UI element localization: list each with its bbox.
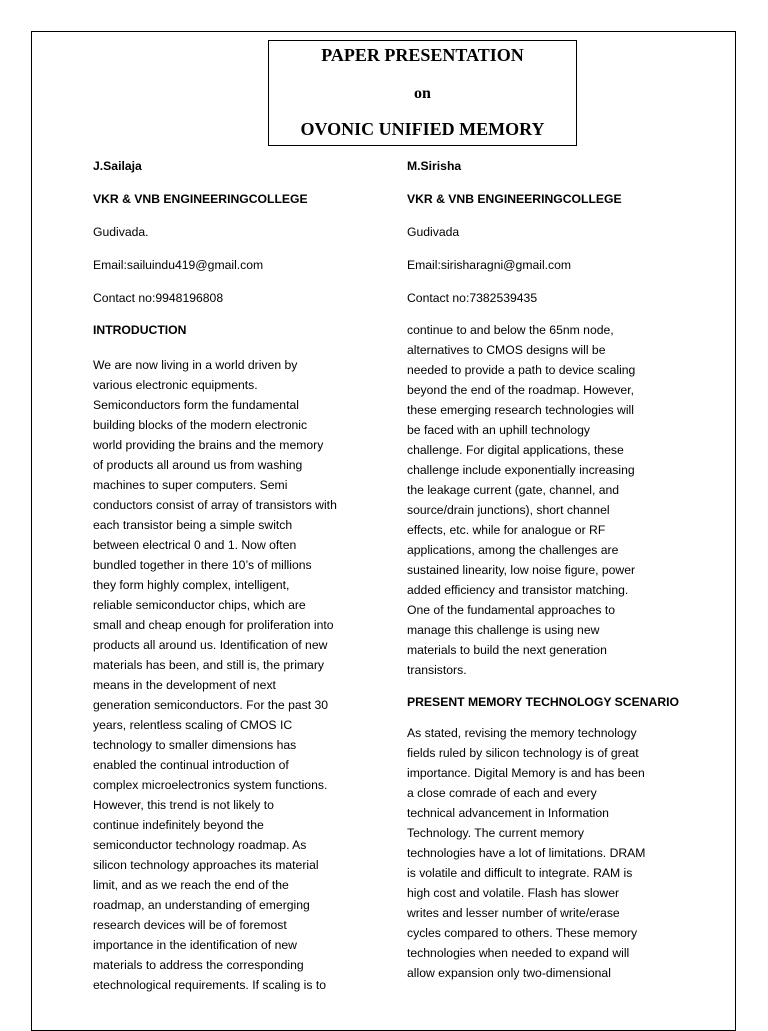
text-line: technologies have a lot of limitations. DRAM: [407, 846, 646, 860]
author-email: Email:sailuindu419@gmail.com: [93, 258, 264, 272]
text-line: bundled together in there 10’s of millions: [93, 558, 312, 572]
text-line: One of the fundamental approaches to: [407, 603, 616, 617]
text-line: conductors consist of array of transistors with: [93, 498, 337, 512]
text-line: allow expansion only two-dimensional: [407, 966, 611, 980]
text-line: However, this trend is not likely to: [93, 798, 274, 812]
text-line: products all around us. Identification of new: [93, 638, 328, 652]
text-line: complex microelectronics system functions.: [93, 778, 328, 792]
title-line-2: on: [414, 85, 431, 102]
text-line: challenge include exponentially increasing: [407, 463, 635, 477]
text-line: years, relentless scaling of CMOS IC: [93, 718, 293, 732]
text-line: needed to provide a path to device scaling: [407, 363, 636, 377]
text-line: alternatives to CMOS designs will be: [407, 343, 606, 357]
text-line: roadmap, an understanding of emerging: [93, 898, 310, 912]
text-line: sustained linearity, low noise figure, power: [407, 563, 636, 577]
introduction-body: [93, 355, 337, 995]
author-name: J.Sailaja: [93, 159, 142, 173]
author-college: VKR & VNB ENGINEERINGCOLLEGE: [407, 192, 622, 206]
text-line: importance in the identification of new: [93, 938, 297, 952]
text-line: enabled the continual introduction of: [93, 758, 289, 772]
text-line: world providing the brains and the memory: [93, 438, 324, 452]
text-line: high cost and volatile. Flash has slower: [407, 886, 620, 900]
text-line: etechnological requirements. If scaling is to: [93, 978, 327, 992]
text-line: fields ruled by silicon technology is of great: [407, 746, 639, 760]
text-line: materials to build the next generation: [407, 643, 607, 657]
text-line: As stated, revising the memory technology: [407, 726, 637, 740]
text-line: the leakage current (gate, channel, and: [407, 483, 620, 497]
text-line: effects, etc. while for analogue or RF: [407, 523, 606, 537]
text-line: small and cheap enough for proliferation into: [93, 618, 334, 632]
text-line: of products all around us from washing: [93, 458, 303, 472]
text-line: semiconductor technology roadmap. As: [93, 838, 307, 852]
continuation-body: [407, 320, 704, 680]
text-line: challenge. For digital applications, these: [407, 443, 624, 457]
author-contact: Contact no:9948196808: [93, 291, 224, 305]
text-line: We are now living in a world driven by: [93, 358, 298, 372]
text-line: continue indefinitely beyond the: [93, 818, 264, 832]
section-heading: INTRODUCTION: [93, 323, 187, 337]
text-line: manage this challenge is using new: [407, 623, 600, 637]
memory-scenario-section: [407, 695, 704, 980]
text-line: technology to smaller dimensions has: [93, 738, 297, 752]
paper-title: OVONIC UNIFIED MEMORY: [300, 119, 545, 139]
text-line: various electronic equipments.: [93, 378, 258, 392]
text-line: means in the development of next: [93, 678, 276, 692]
memory-scenario-body: [407, 723, 645, 983]
text-line: limit, and as we reach the end of the: [93, 878, 289, 892]
text-line: materials to address the corresponding: [93, 958, 304, 972]
text-line: they form highly complex, intelligent,: [93, 578, 290, 592]
author-place: Gudivada: [407, 225, 460, 239]
section-heading: PRESENT MEMORY TECHNOLOGY SCENARIO: [407, 695, 679, 709]
text-line: Semiconductors form the fundamental: [93, 398, 299, 412]
text-line: technologies when needed to expand will: [407, 946, 630, 960]
introduction-section: [93, 323, 363, 992]
text-line: machines to super computers. Semi: [93, 478, 288, 492]
author-email: Email:sirisharagni@gmail.com: [407, 258, 572, 272]
text-line: technical advancement in Information: [407, 806, 609, 820]
title-box: [268, 40, 577, 146]
text-line: cycles compared to others. These memory: [407, 926, 638, 940]
text-line: be faced with an uphill technology: [407, 423, 590, 437]
text-line: materials has been, and still is, the primary: [93, 658, 324, 672]
text-line: added efficiency and transistor matching.: [407, 583, 629, 597]
text-line: source/drain junctions), short channel: [407, 503, 610, 517]
text-line: building blocks of the modern electronic: [93, 418, 308, 432]
text-line: beyond the end of the roadmap. However,: [407, 383, 634, 397]
title-line-1: PAPER PRESENTATION: [321, 45, 524, 65]
text-line: between electrical 0 and 1. Now often: [93, 538, 297, 552]
text-line: transistors.: [407, 663, 467, 677]
text-line: generation semiconductors. For the past 30: [93, 698, 329, 712]
text-line: writes and lesser number of write/erase: [407, 906, 620, 920]
text-line: reliable semiconductor chips, which are: [93, 598, 306, 612]
text-line: a close comrade of each and every: [407, 786, 597, 800]
author-contact: Contact no:7382539435: [407, 291, 538, 305]
text-line: Technology. The current memory: [407, 826, 585, 840]
text-line: these emerging research technologies will: [407, 403, 634, 417]
text-line: continue to and below the 65nm node,: [407, 323, 614, 337]
text-line: applications, among the challenges are: [407, 543, 619, 557]
author-name: M.Sirisha: [407, 159, 462, 173]
author-college: VKR & VNB ENGINEERINGCOLLEGE: [93, 192, 308, 206]
author-place: Gudivada.: [93, 225, 149, 239]
text-line: silicon technology approaches its material: [93, 858, 319, 872]
text-line: is volatile and difficult to integrate. RAM is: [407, 866, 633, 880]
text-line: importance. Digital Memory is and has been: [407, 766, 645, 780]
text-line: each transistor being a simple switch: [93, 518, 293, 532]
text-line: research devices will be of foremost: [93, 918, 287, 932]
